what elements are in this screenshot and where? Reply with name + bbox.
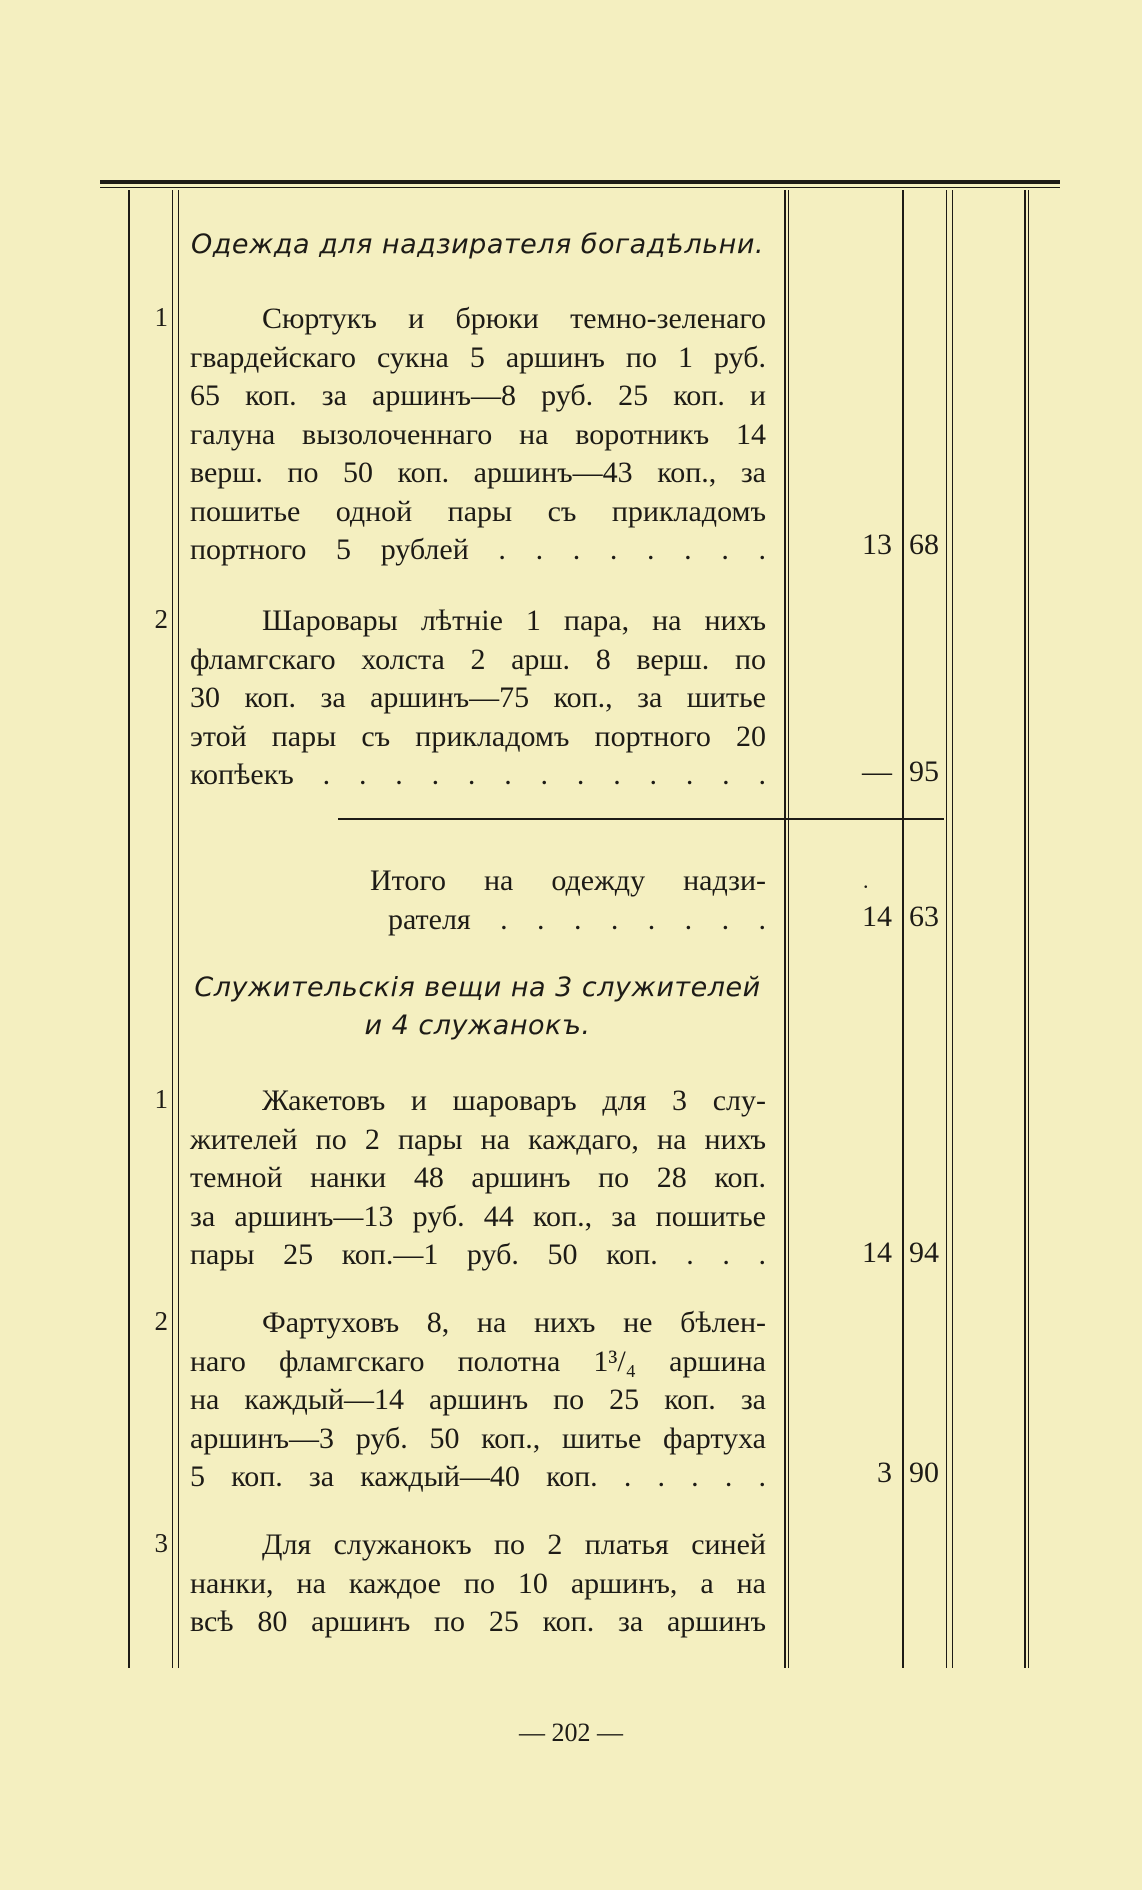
text-line: всѣ 80 аршинъ по 25 коп. за аршинъ: [190, 1605, 766, 1638]
text-line: гвардейскаго сукна 5 аршинъ по 1 руб.: [190, 340, 766, 374]
text-line: галуна вызолоченнаго на воротникъ 14: [190, 417, 766, 451]
amount-kopecks: 68: [909, 528, 939, 561]
text-line: Сюртукъ и брюки темно-зеленаго: [262, 302, 766, 335]
item-number: 3: [154, 1528, 168, 1558]
text-line: копѣекъ . . . . . . . . . . . . .: [190, 758, 766, 791]
text-line: Для служанокъ по 2 платья синей: [262, 1528, 766, 1561]
text-line: наго фламгскаго полотна 1³/₄ аршина: [190, 1344, 766, 1378]
section-heading: и 4 служанокъ.: [364, 1010, 591, 1041]
column-line: [128, 190, 130, 1668]
column-line: [178, 190, 179, 1668]
column-line: [902, 190, 904, 1668]
text-line: Шаровары лѣтніе 1 пара, на нихъ: [262, 604, 766, 637]
column-line: [946, 190, 947, 1668]
item-text: [190, 602, 766, 795]
text-line: 30 коп. за аршинъ—75 коп., за шитье: [190, 681, 766, 714]
text-line: пошитье одной пары съ прикладомъ: [190, 494, 766, 528]
amount-rubles: 14: [862, 900, 892, 933]
text-line: Фартуховъ 8, на нихъ не бѣлен-: [262, 1306, 766, 1339]
amount-kopecks: 90: [909, 1456, 939, 1489]
page-number: — 202 —: [519, 1718, 623, 1747]
text-line: Жакетовъ и шароваръ для 3 слу-: [262, 1084, 766, 1117]
subtotal-rule: [338, 818, 944, 820]
text-line: за аршинъ—13 руб. 44 коп., за пошитье: [190, 1199, 766, 1233]
text-line: верш. по 50 коп. аршинъ—43 коп., за: [190, 456, 766, 489]
marginal-dot: .: [863, 868, 869, 893]
text-line: этой пары съ прикладомъ портного 20: [190, 719, 766, 753]
item-text: [190, 300, 766, 570]
text-line: пары 25 коп.—1 руб. 50 коп. . . .: [190, 1238, 766, 1271]
item-text: [190, 1304, 766, 1497]
amount-rubles: 13: [862, 528, 892, 561]
section-heading: Служительскія вещи на 3 служителей: [194, 972, 761, 1003]
text-line: нанки, на каждое по 10 аршинъ, а на: [190, 1566, 766, 1600]
text-line: 5 коп. за каждый—40 коп. . . . . .: [190, 1460, 766, 1493]
amount-kopecks: 95: [909, 755, 939, 788]
total-text: [370, 862, 766, 939]
text-line: жителей по 2 пары на каждаго, на нихъ: [190, 1122, 766, 1156]
column-line: [1024, 190, 1026, 1668]
column-line: [172, 190, 173, 1668]
amount-rubles: —: [862, 755, 892, 788]
text-line: темной нанки 48 аршинъ по 28 коп.: [190, 1161, 766, 1194]
text-line: аршинъ—3 руб. 50 коп., шитье фартуха: [190, 1421, 766, 1455]
section-heading: Одежда для надзирателя богадѣльни.: [191, 229, 764, 260]
text-line: Итого на одежду надзи-: [370, 864, 766, 897]
item-number: 1: [154, 1084, 168, 1114]
text-line: фламгскаго холста 2 арш. 8 верш. по: [190, 642, 766, 676]
column-line: [1028, 190, 1029, 1668]
amount-rubles: 14: [862, 1236, 892, 1269]
item-number: 1: [154, 302, 168, 332]
item-text: [190, 1082, 766, 1275]
top-rule-thin: [100, 187, 1060, 188]
amount-kopecks: 94: [909, 1236, 939, 1269]
text-line: рателя . . . . . . . .: [388, 902, 766, 936]
text-line: портного 5 рублей . . . . . . . .: [190, 533, 766, 566]
text-line: 65 коп. за аршинъ—8 руб. 25 коп. и: [190, 379, 766, 412]
amount-rubles: 3: [877, 1456, 892, 1489]
item-text: [190, 1526, 766, 1642]
amount-kopecks: 63: [909, 900, 939, 933]
top-rule-thick: [100, 180, 1060, 184]
item-number: 2: [154, 604, 168, 634]
text-line: на каждый—14 аршинъ по 25 коп. за: [190, 1383, 766, 1416]
column-line: [952, 190, 953, 1668]
item-number: 2: [154, 1306, 168, 1336]
